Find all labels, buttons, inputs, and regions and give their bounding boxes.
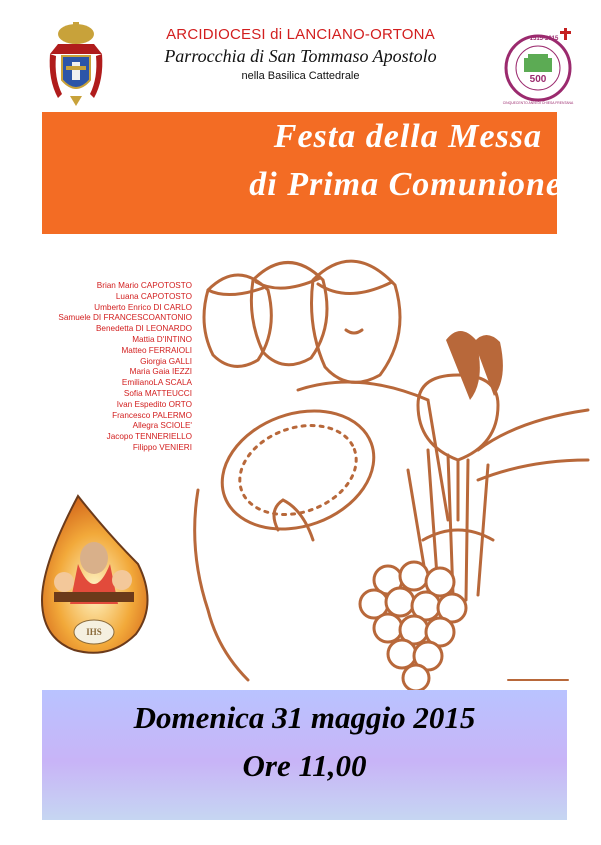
drop-monogram: IHS [86, 627, 102, 637]
communicant-name: Filippo VENIERI [132, 442, 192, 452]
communicant-name: Mattia D'INTINO [132, 334, 192, 344]
communicant-name: Sofia MATTEUCCI [123, 388, 192, 398]
communion-illustration [178, 250, 598, 695]
anniversary-seal-logo [498, 26, 578, 106]
event-time: Ore 11,00 [242, 748, 367, 783]
banner-title-line-2: di Prima Comunione [249, 166, 562, 203]
communicant-name: Umberto Enrico DI CARLO [94, 302, 192, 312]
communicant-name: Samuele DI FRANCESCOANTONIO [58, 313, 192, 323]
communicant-name: Maria Gaia IEZZI [129, 367, 192, 377]
communicant-name: Matteo FERRAIOLI [121, 345, 192, 355]
communion-drop-badge [38, 494, 150, 660]
event-date: Domenica 31 maggio 2015 [133, 700, 476, 735]
communicant-name: Luana CAPOTOSTO [115, 291, 192, 301]
seal-ring-text: CINQUECENTO ANNI DI CHIESA FRENTANA [502, 101, 574, 105]
seal-number: 500 [529, 74, 547, 85]
communicant-name: Brian Mario CAPOTOSTO [96, 281, 192, 290]
communicant-name: Giorgia GALLI [140, 356, 192, 366]
communicant-name: Ivan Espedito ORTO [116, 399, 192, 409]
communicant-name: Benedetta DI LEONARDO [95, 324, 192, 334]
banner-title-line-1: Festa della Messa [273, 118, 542, 155]
seal-years: 1515-2015 [529, 36, 559, 42]
communicant-name: Jacopo TENNERIELLO [106, 432, 192, 442]
communicant-name: Francesco PALERMO [112, 410, 192, 420]
diocese-name: ARCIDIOCESI di LANCIANO-ORTONA [166, 26, 435, 43]
communicant-name: Allegra SCIOLE' [132, 421, 192, 431]
communicant-name: EmilianoLA SCALA [121, 378, 192, 388]
communicants-list [0, 281, 192, 454]
basilica-subtitle: nella Basilica Cattedrale [241, 70, 360, 82]
parish-name: Parrocchia di San Tommaso Apostolo [164, 46, 437, 66]
